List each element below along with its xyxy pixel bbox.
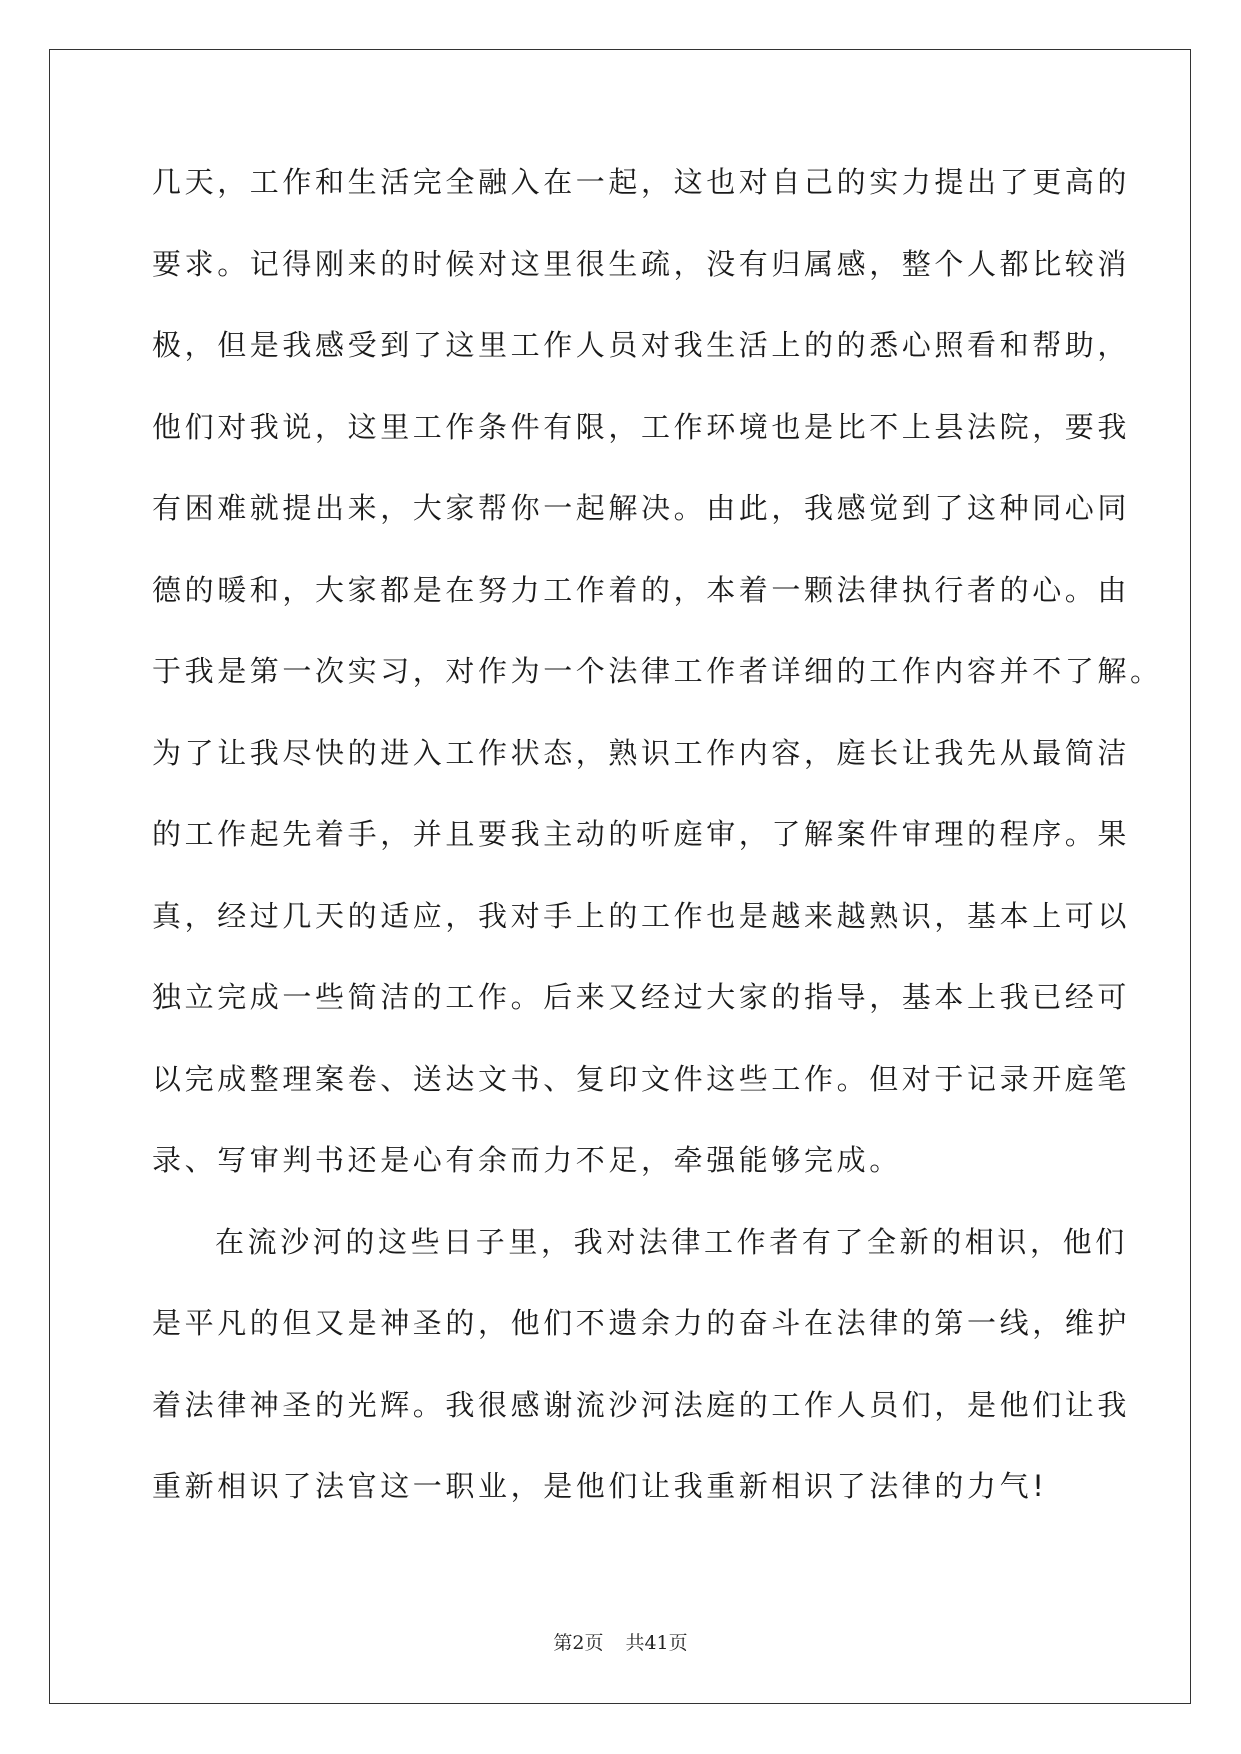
body-line: 极，但是我感受到了这里工作人员对我生活上的的悉心照看和帮助， [152, 328, 1131, 362]
body-line: 以完成整理案卷、送达文书、复印文件这些工作。但对于记录开庭笔 [152, 1061, 1131, 1096]
page-number: 第2页 [553, 1632, 604, 1654]
body-line: 独立完成一些简洁的工作。后来又经过大家的指导，基本上我已经可 [152, 980, 1131, 1014]
body-line: 是平凡的但又是神圣的，他们不遗余力的奋斗在法律的第一线，维护 [152, 1306, 1131, 1340]
body-line: 真，经过几天的适应，我对手上的工作也是越来越熟识，基本上可以 [152, 898, 1131, 933]
body-line: 着法律神圣的光辉。我很感谢流沙河法庭的工作人员们，是他们让我 [152, 1387, 1131, 1422]
body-line: 的工作起先着手，并且要我主动的听庭审，了解案件审理的程序。果 [152, 817, 1131, 851]
page-footer [0, 1628, 1241, 1655]
body-line: 录、写审判书还是心有余而力不足，牵强能够完成。 [152, 1143, 902, 1177]
document-body [152, 160, 1163, 1546]
body-line: 要求。记得刚来的时候对这里很生疏，没有归属感，整个人都比较消 [152, 246, 1131, 281]
body-line: 几天，工作和生活完全融入在一起，这也对自己的实力提出了更高的 [152, 165, 1131, 199]
paragraph-start-line: 在流沙河的这些日子里，我对法律工作者有了全新的相识，他们 [215, 1224, 1128, 1259]
body-line: 有困难就提出来，大家帮你一起解决。由此，我感觉到了这种同心同 [152, 491, 1131, 525]
body-line: 他们对我说，这里工作条件有限，工作环境也是比不上县法院，要我 [152, 409, 1131, 444]
page-total: 共41页 [625, 1632, 688, 1654]
body-line: 为了让我尽快的进入工作状态，熟识工作内容，庭长让我先从最简洁 [152, 735, 1131, 770]
body-line: 德的暖和，大家都是在努力工作着的，本着一颗法律执行者的心。由 [152, 572, 1131, 607]
body-line: 重新相识了法官这一职业，是他们让我重新相识了法律的力气! [152, 1469, 1048, 1503]
body-line: 于我是第一次实习，对作为一个法律工作者详细的工作内容并不了解。 [152, 654, 1163, 688]
